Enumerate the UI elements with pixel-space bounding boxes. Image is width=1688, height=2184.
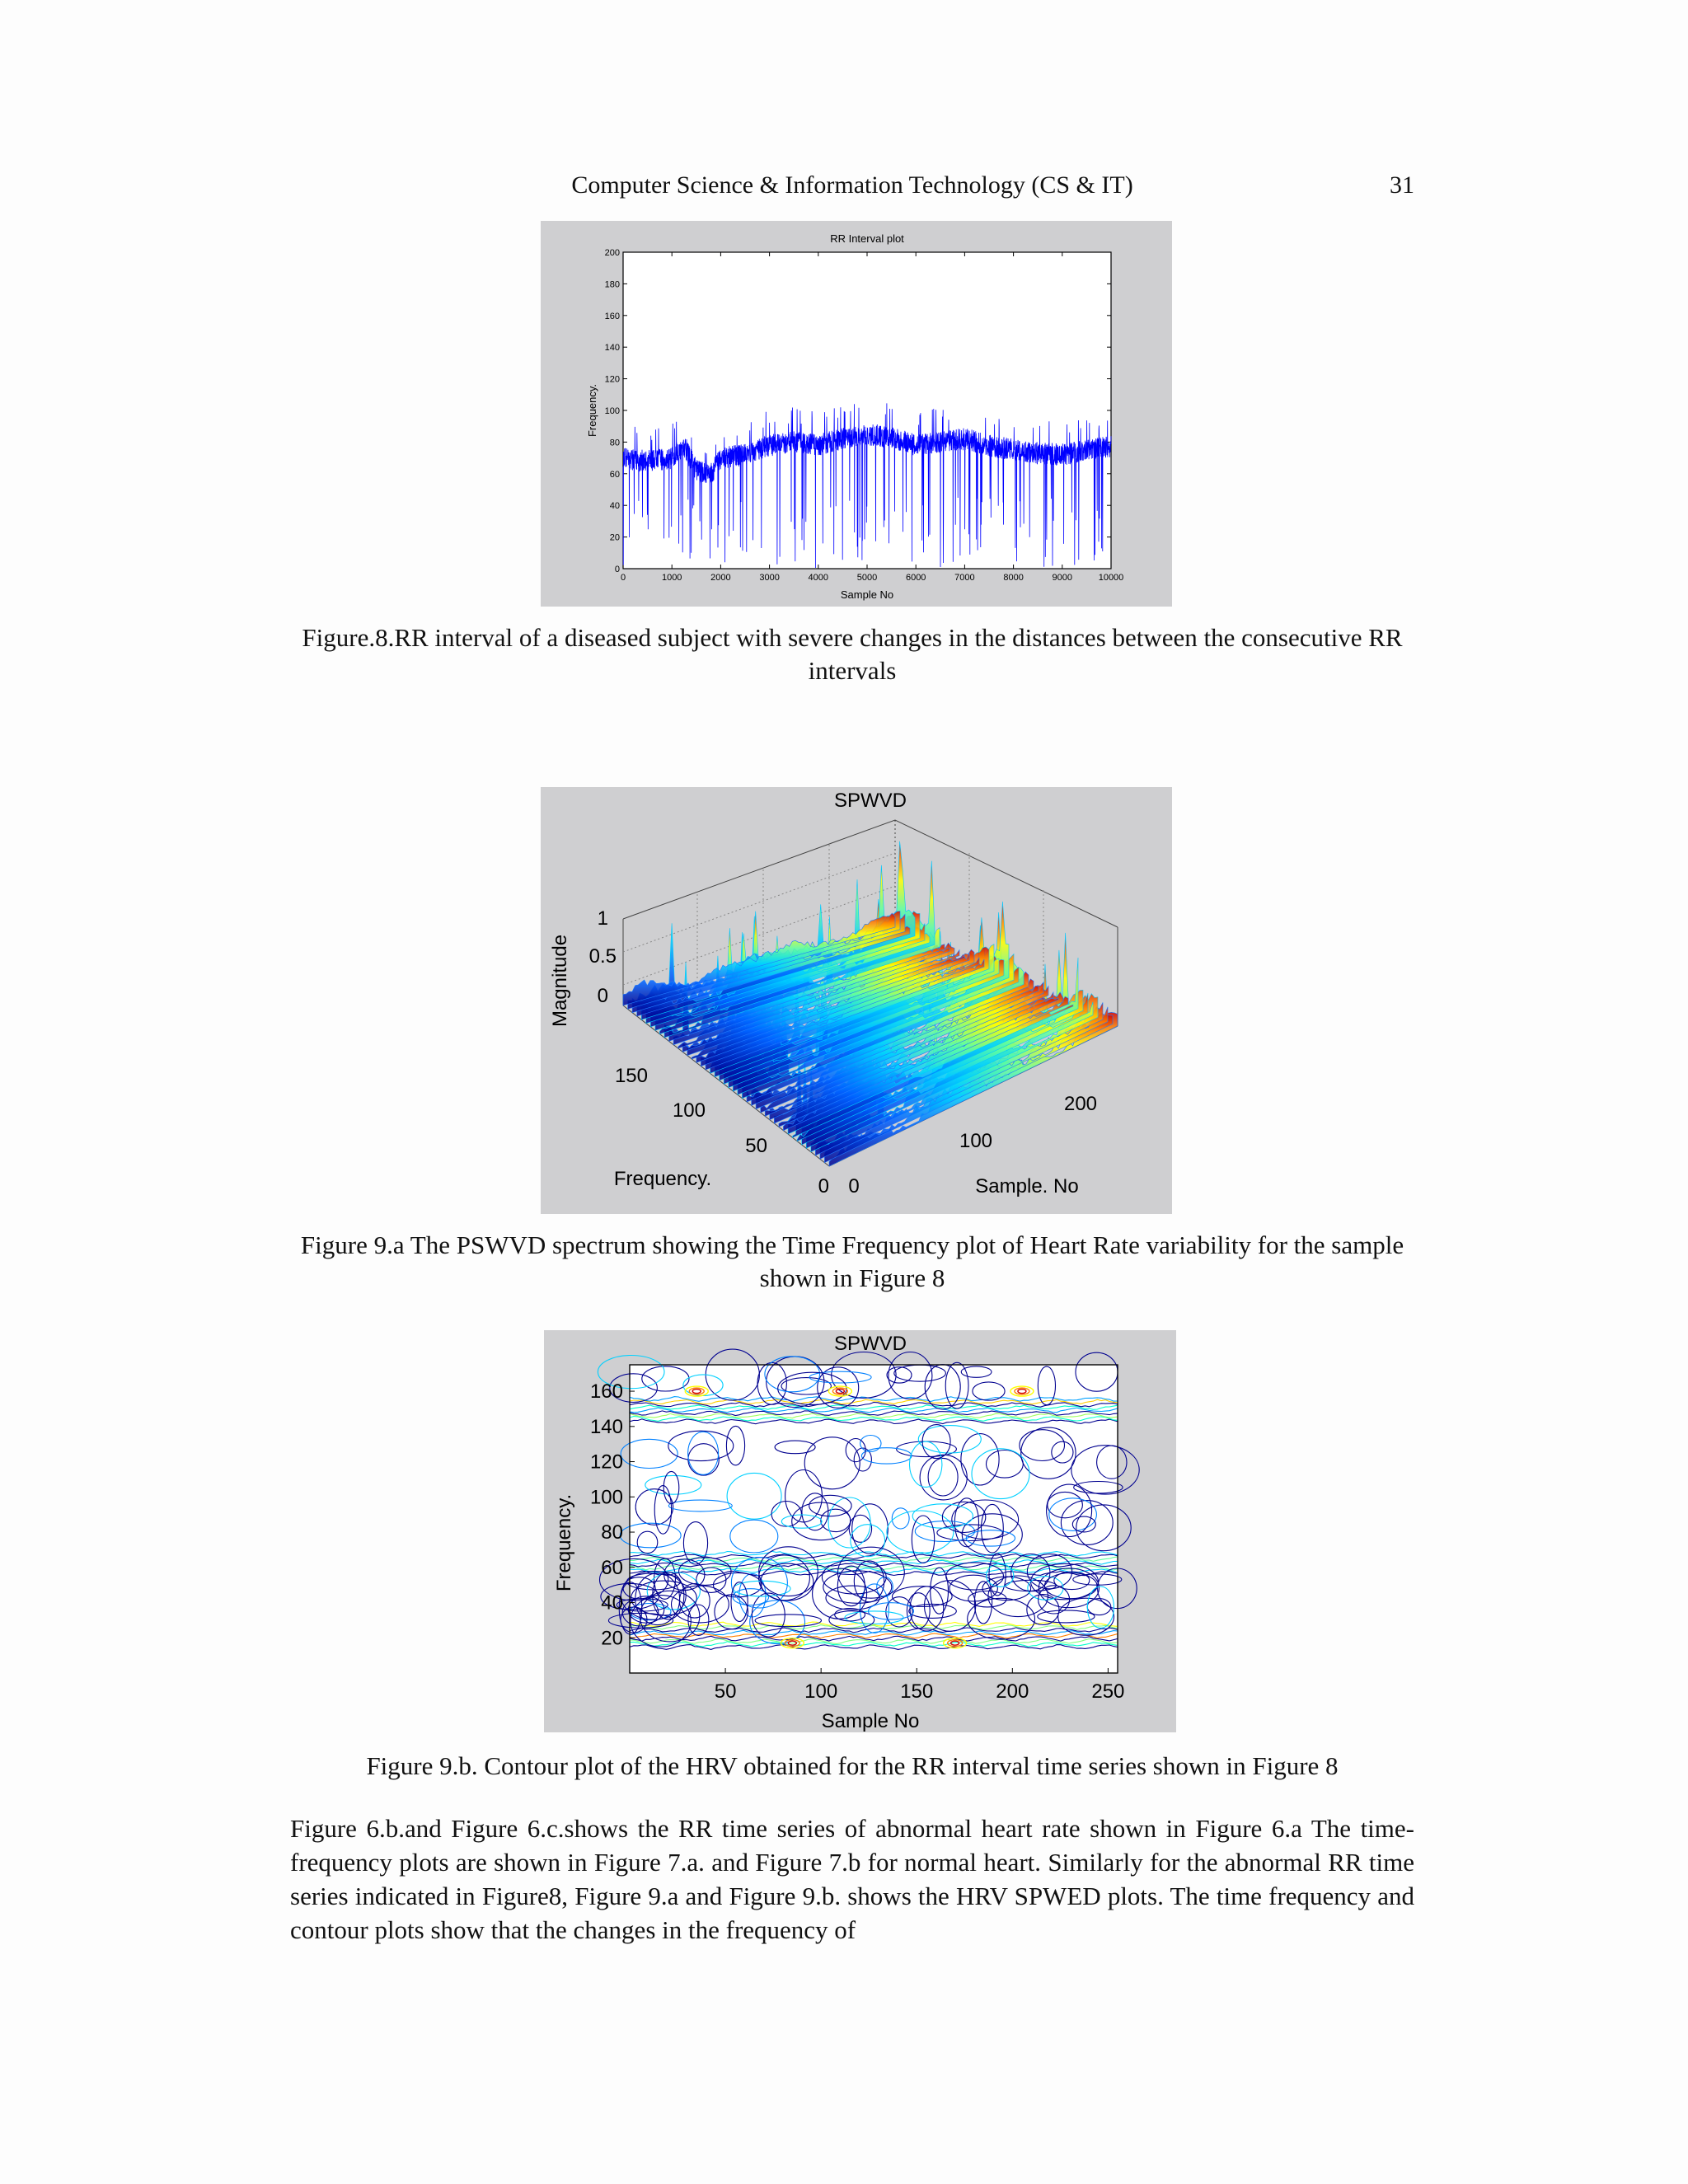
y-tick-label: 150 bbox=[614, 1065, 648, 1087]
x-tick-label: 6000 bbox=[905, 573, 926, 583]
chart-title: SPWVD bbox=[833, 790, 907, 812]
x-tick-label: 9000 bbox=[1052, 573, 1073, 583]
x-tick-label: 5000 bbox=[856, 573, 878, 583]
y-tick-label: 140 bbox=[604, 343, 620, 354]
plot-area bbox=[623, 252, 1111, 569]
figure-8 bbox=[541, 221, 1172, 607]
figure-9b-chart bbox=[544, 1330, 1176, 1732]
y-tick-label: 200 bbox=[604, 248, 620, 258]
z-tick-label: 0 bbox=[597, 985, 608, 1007]
x-tick-label: 0 bbox=[848, 1175, 860, 1197]
x-axis-label: Sample. No bbox=[975, 1175, 1079, 1197]
chart-title: SPWVD bbox=[833, 1333, 907, 1355]
y-tick-label: 0 bbox=[818, 1175, 829, 1197]
y-tick-label: 100 bbox=[604, 406, 620, 416]
x-tick-label: 200 bbox=[996, 1680, 1029, 1703]
figure-8-caption: Figure.8.RR interval of a diseased subject with severe changes in the distances between the consecutive RR intervals bbox=[302, 623, 1403, 685]
x-tick-label: 8000 bbox=[1003, 573, 1024, 583]
y-tick-label: 60 bbox=[601, 1556, 623, 1579]
figure-9b bbox=[544, 1330, 1176, 1732]
y-tick-label: 160 bbox=[604, 311, 620, 321]
y-tick-label: 80 bbox=[601, 1521, 623, 1544]
y-tick-label: 80 bbox=[609, 438, 620, 448]
x-tick-label: 200 bbox=[1063, 1093, 1098, 1115]
figure-9a-chart bbox=[541, 787, 1172, 1214]
y-axis-label: Frequency. bbox=[613, 1168, 712, 1190]
y-tick-label: 160 bbox=[589, 1380, 623, 1404]
x-tick-label: 1000 bbox=[661, 573, 682, 583]
x-tick-label: 250 bbox=[1091, 1680, 1125, 1703]
z-axis-label: Magnitude bbox=[549, 934, 571, 1028]
x-axis-label: Sample No bbox=[821, 1710, 920, 1732]
y-axis-label: Frequency. bbox=[553, 1493, 575, 1592]
y-tick-label: 20 bbox=[601, 1627, 623, 1650]
chart-title: RR Interval plot bbox=[830, 232, 904, 245]
journal-title: Computer Science & Information Technology (CS & IT) bbox=[571, 171, 1133, 199]
x-tick-label: 4000 bbox=[808, 573, 829, 583]
x-tick-label: 7000 bbox=[954, 573, 975, 583]
y-tick-label: 40 bbox=[609, 501, 620, 512]
y-tick-label: 100 bbox=[589, 1486, 623, 1509]
y-tick-label: 40 bbox=[601, 1591, 623, 1615]
body-paragraph: Figure 6.b.and Figure 6.c.shows the RR time series of abnormal heart rate shown in Figure 6.a The time-frequency plots are shown in Figure 7.a. and Figure 7.b for normal heart. Similarly for the abnormal RR time series indicated in Figure8, Figure 9.a and Figure 9.b. shows the HRV SPWED plots. The time frequency and contour plots show that the changes in the frequency of bbox=[290, 1814, 1414, 1944]
y-tick-label: 120 bbox=[589, 1451, 623, 1474]
y-tick-label: 0 bbox=[614, 565, 620, 574]
x-tick-label: 10000 bbox=[1098, 573, 1124, 583]
y-tick-label: 180 bbox=[604, 279, 620, 290]
y-tick-label: 60 bbox=[609, 469, 620, 480]
x-tick-label: 100 bbox=[804, 1680, 838, 1703]
y-axis-label: Frequency. bbox=[586, 383, 598, 438]
z-tick-label: 0.5 bbox=[588, 945, 617, 968]
y-tick-label: 120 bbox=[604, 374, 620, 385]
y-tick-label: 140 bbox=[589, 1415, 623, 1438]
z-tick-label: 1 bbox=[597, 907, 608, 930]
page-header bbox=[290, 171, 1414, 208]
x-tick-label: 3000 bbox=[759, 573, 780, 583]
x-tick-label: 50 bbox=[714, 1680, 737, 1703]
x-tick-label: 100 bbox=[959, 1130, 993, 1152]
x-tick-label: 2000 bbox=[710, 573, 731, 583]
x-axis-label: Sample No bbox=[840, 588, 894, 601]
y-tick-label: 100 bbox=[672, 1099, 706, 1122]
x-tick-label: 0 bbox=[620, 573, 626, 583]
figure-9a bbox=[541, 787, 1172, 1214]
y-tick-label: 20 bbox=[609, 532, 620, 543]
y-tick-label: 50 bbox=[745, 1135, 767, 1157]
figure-9b-caption: Figure 9.b. Contour plot of the HRV obtained for the RR interval time series shown in Figure 8 bbox=[366, 1751, 1339, 1780]
page-number: 31 bbox=[1390, 171, 1414, 199]
x-tick-label: 150 bbox=[900, 1680, 934, 1703]
figure-9a-caption: Figure 9.a The PSWVD spectrum showing the Time Frequency plot of Heart Rate variability for the sample shown in Figure 8 bbox=[300, 1230, 1404, 1292]
figure-8-chart bbox=[541, 221, 1172, 607]
